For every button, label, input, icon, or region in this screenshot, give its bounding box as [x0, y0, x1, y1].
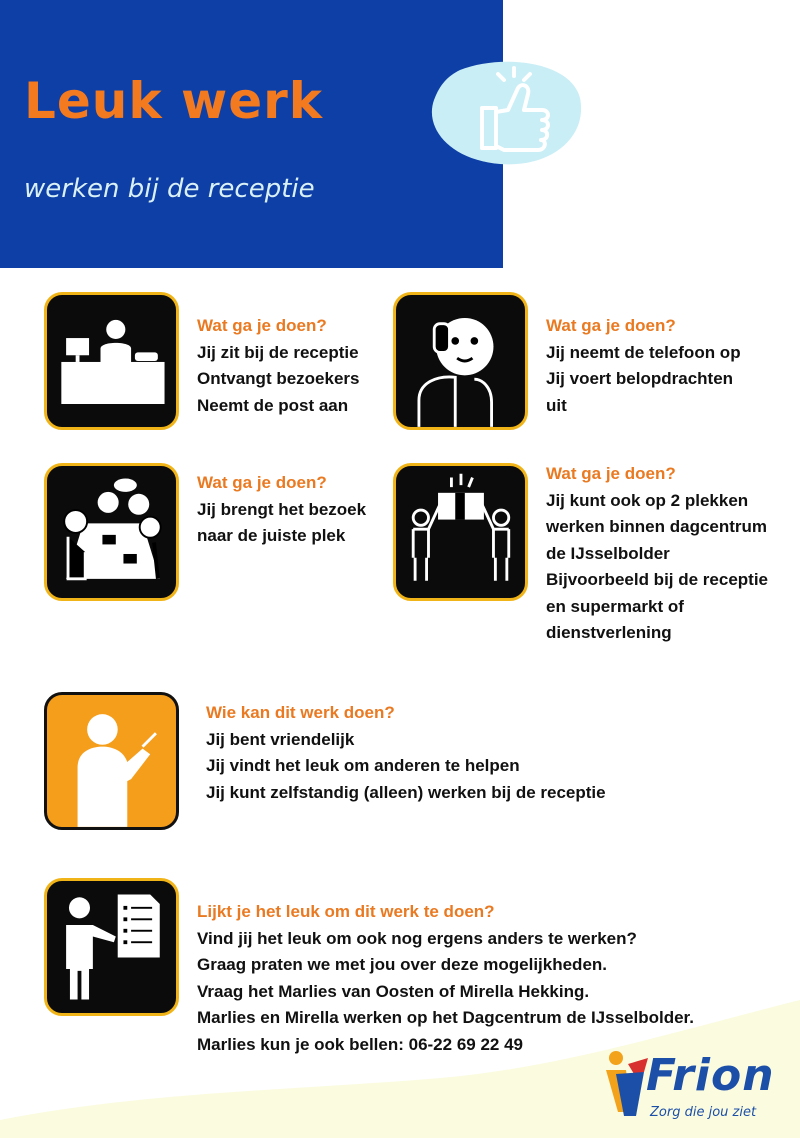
section-line: Jij vindt het leuk om anderen te helpen [206, 756, 520, 775]
section-line: Jij bent vriendelijk [206, 729, 355, 749]
page-title: Leuk werk [24, 72, 324, 130]
section-line: dienstverlening [546, 623, 672, 642]
frion-tagline: Zorg die jou ziet [650, 1105, 757, 1120]
phone-call-icon [393, 292, 528, 430]
section-line: Jij kunt ook op 2 plekken [546, 490, 749, 510]
section-line: Marlies en Mirella werken op het Dagcentrum de IJsselbolder. [197, 1008, 694, 1027]
section-line: Jij kunt zelfstandig (alleen) werken bij de receptie [206, 782, 606, 802]
section-line: Graag praten we met jou over deze mogelijkheden. [197, 955, 608, 974]
section-line-mixed [546, 514, 768, 541]
thinking-person-icon [44, 692, 179, 830]
puzzle-teamwork-icon [393, 463, 528, 601]
section-line-part: werken binnen [546, 517, 670, 536]
frion-logo-mark [604, 1048, 650, 1118]
page-subtitle: werken bij de receptie [24, 174, 315, 204]
section-heading: Wie kan dit werk doen? [206, 703, 395, 722]
section-who [206, 700, 606, 806]
section-line: Bijvoorbeeld bij de receptie [546, 570, 769, 589]
section-line: Jij zit bij de receptie [197, 342, 359, 362]
section-line: uit [546, 395, 567, 415]
section-heading: Wat ga je doen? [546, 316, 676, 335]
thumbs-up-icon [430, 58, 582, 170]
section-heading: Wat ga je doen? [197, 473, 327, 492]
section-line: Vraag het Marlies van Oosten of Mirella Hekking. [197, 981, 590, 1001]
phone-number-line: Marlies kun je ook bellen: 06-22 69 22 49 [197, 1034, 523, 1054]
section-line: naar de juiste plek [197, 526, 346, 545]
location-name: de IJsselbolder [546, 543, 670, 563]
location-name: dagcentrum [669, 517, 768, 536]
section-heading: Wat ga je doen? [197, 316, 327, 335]
section-line: Jij neemt de telefoon op [546, 342, 741, 362]
section-tasks-locations [546, 461, 768, 647]
section-line: Jij brengt het bezoek [197, 499, 367, 519]
section-tasks-phone [546, 313, 741, 419]
section-heading: Wat ga je doen? [546, 464, 676, 483]
section-heading: Lijkt je het leuk om dit werk te doen? [197, 902, 495, 921]
section-tasks-reception [197, 313, 360, 419]
section-line: en supermarkt of [546, 596, 684, 616]
section-line: Ontvangt bezoekers [197, 369, 360, 388]
section-line: Vind jij het leuk om ook nog ergens anders te werken? [197, 928, 637, 948]
frion-logo-text: Frion [646, 1050, 775, 1101]
section-line: Neemt de post aan [197, 395, 349, 415]
header-banner [0, 0, 503, 268]
section-line: Jij voert belopdrachten [546, 369, 734, 388]
reception-desk-icon [44, 292, 179, 430]
meeting-group-icon [44, 463, 179, 601]
section-tasks-visitors [197, 470, 366, 550]
